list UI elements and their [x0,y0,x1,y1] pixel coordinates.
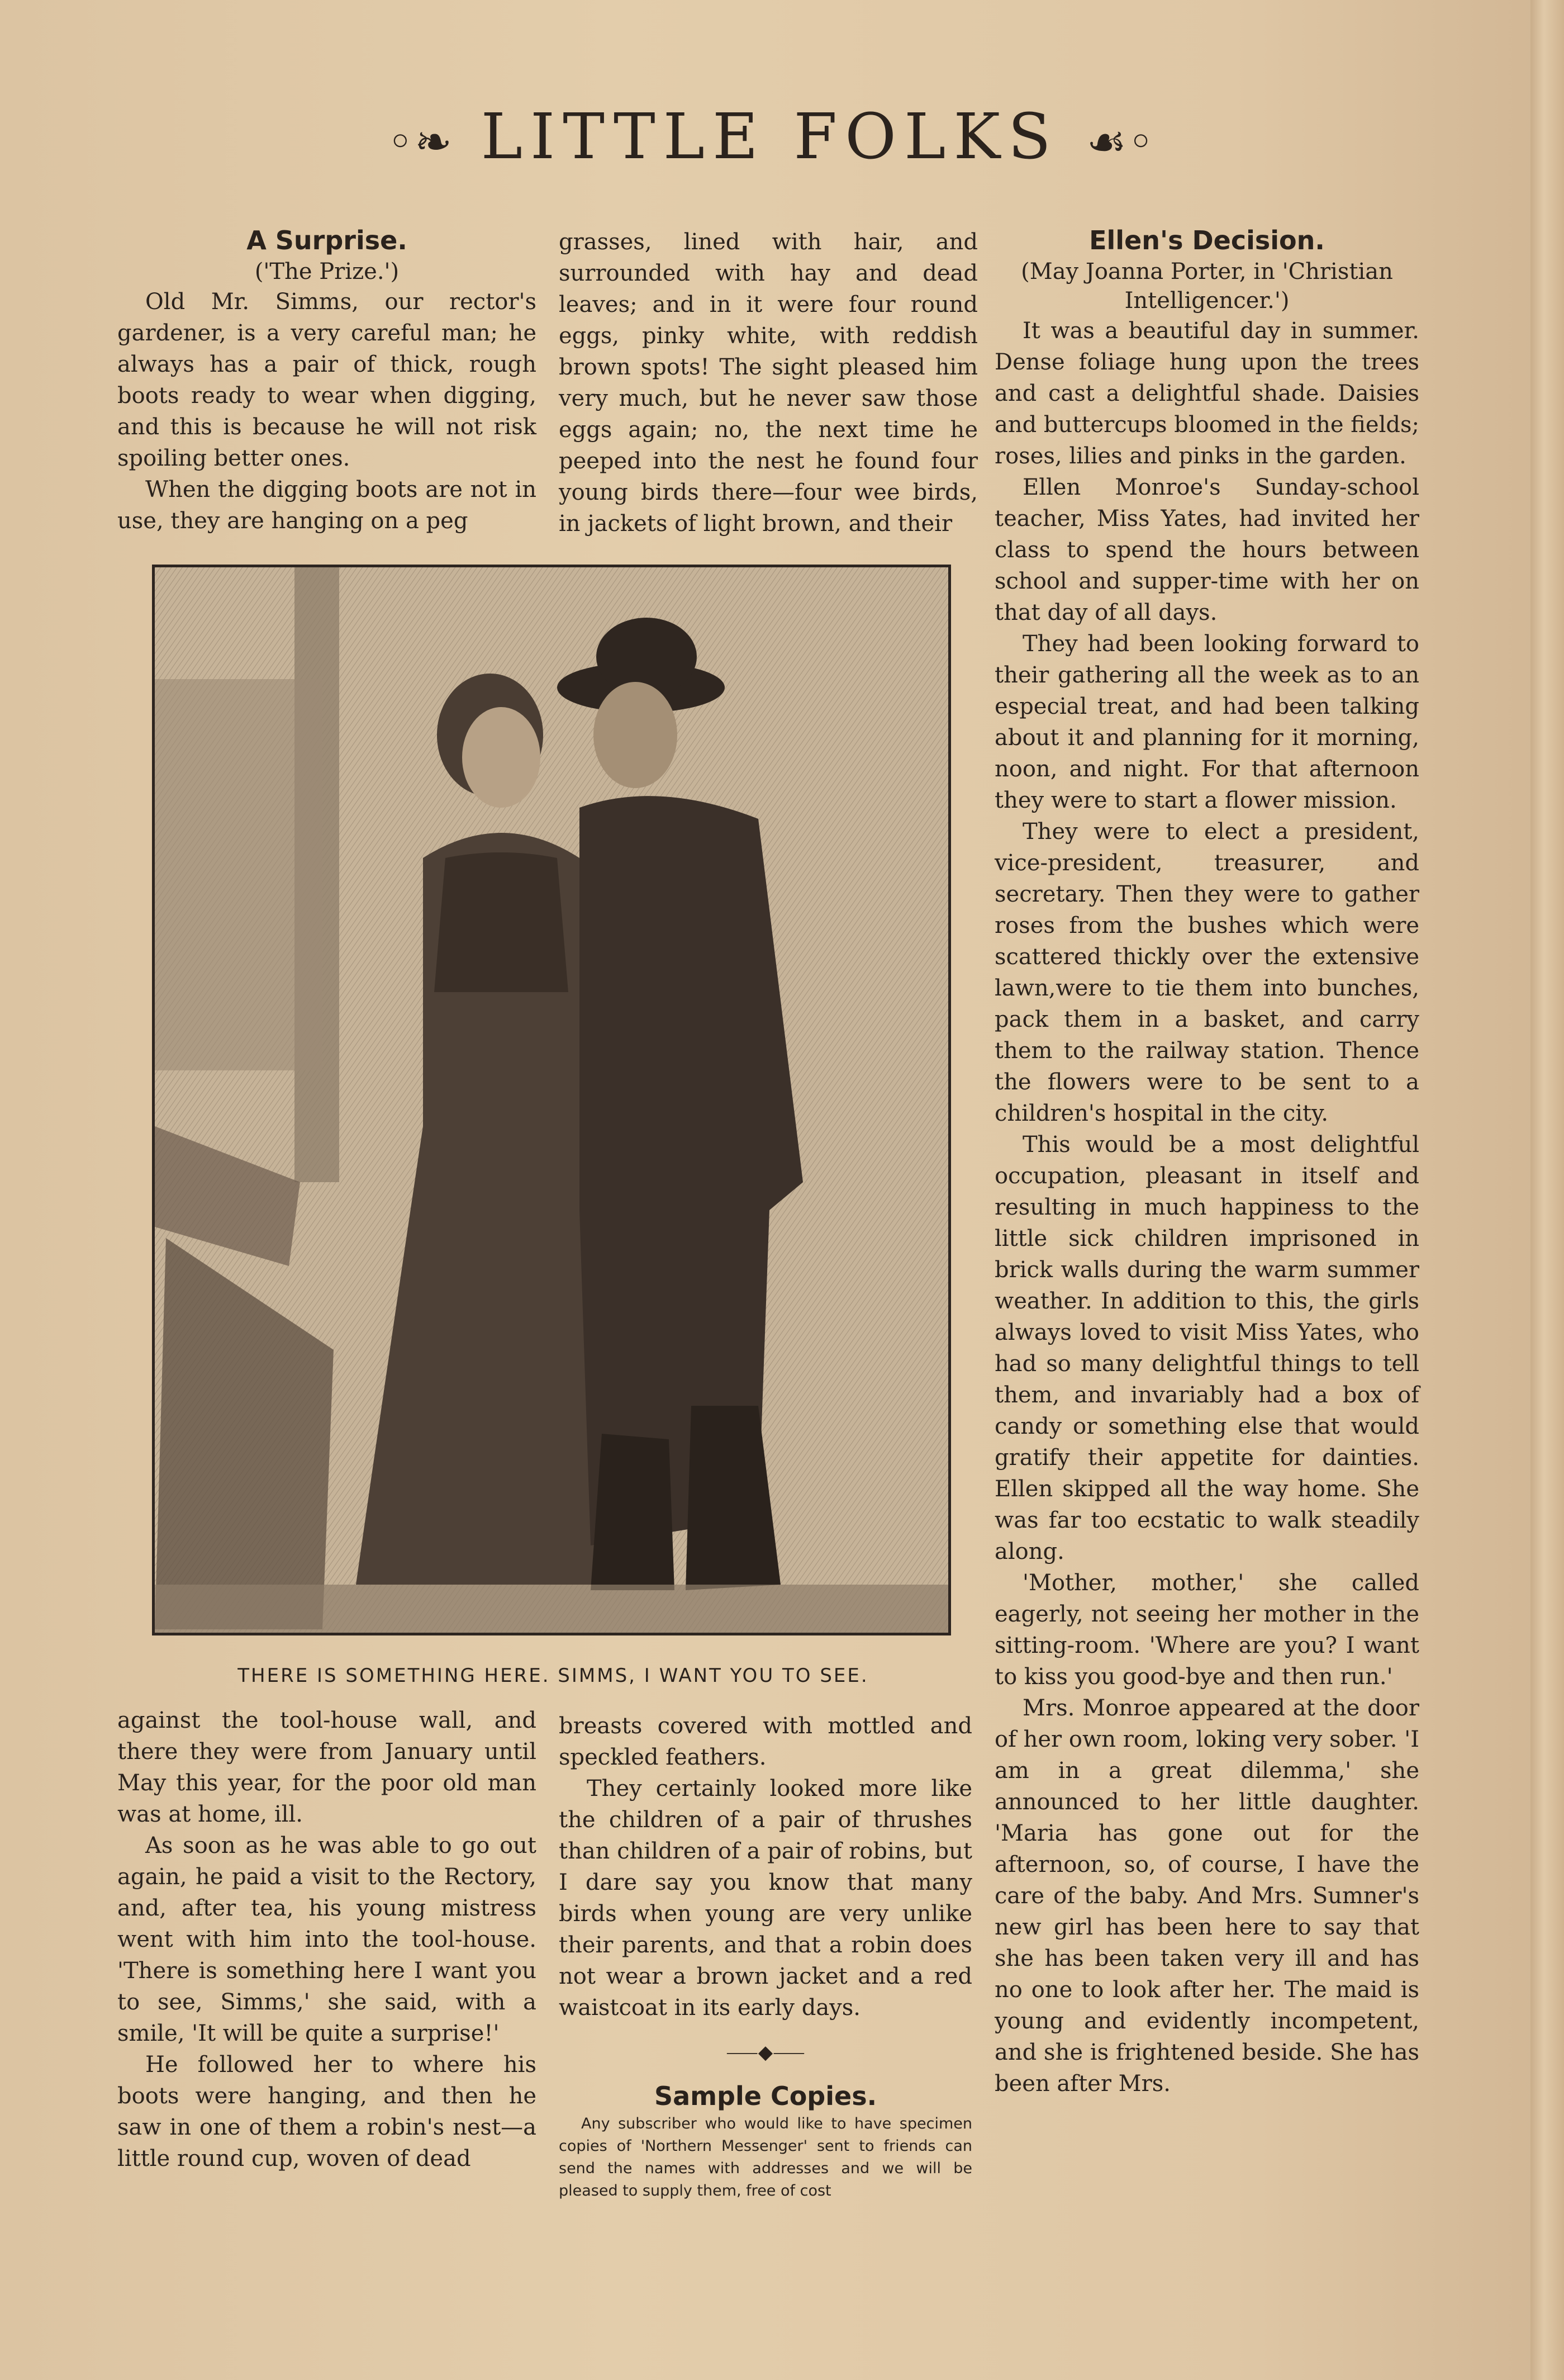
engraving-illustration [152,565,951,1635]
masthead [0,101,1542,173]
ellen-paragraph-2: Ellen Monroe's Sunday-school teacher, Miss Yates, had invited her class to spend the hours between school and supper-time with her on that day of all days. [995,475,1419,625]
surprise-column-top [117,224,536,537]
surprise-paragraph-1: Old Mr. Simms, our rector's gardener, is a very careful man; he always has a pair of thick, rough boots ready to wear when digging, and this is because he will not risk spoiling better ones. [117,289,536,471]
sample-copies-notice [559,2113,972,2202]
sample-copies-title: Sample Copies. [654,2081,877,2111]
ellen-paragraph-3: They had been looking forward to their gathering all the week as to an especial treat, and had been talking about it and planning for it morning, noon, and night. For that afternoon they were to start a flower mission. [995,631,1419,813]
surprise-paragraph-3: against the tool-house wall, and there they were from January until May this year, for the poor old man was at home, ill. [117,1708,536,1827]
ellen-paragraph-4: They were to elect a president, vice-president, treasurer, and secretary. Then they were to gather roses from the bushes which were scattered thickly over the extensive lawn,were to tie them into bunches, pack them in a basket, and carry them to the railway station. Thence the flowers were to be sent to a children's hospital in the city. [995,819,1419,1126]
surprise-paragraph-8: They certainly looked more like the children of a pair of thrushes than children of a pair of robins, but I dare say you know that many birds when young are very unlike their parents, and that a robin does not wear a brown jacket and a red waistcoat in its early days. [559,1776,972,2021]
surprise-paragraph-7: breasts covered with mottled and speckled feathers. [559,1713,972,1770]
surprise-column-bottom [117,1705,536,2174]
surprise-column-end [559,1710,972,2202]
ellen-column [995,224,1419,2099]
sample-copies-text: Any subscriber who would like to have specimen copies of 'Northern Messenger' sent to friends can send the names with addresses and we will be pleased to supply them, free of cost [559,2115,972,2199]
surprise-title: A Surprise. [246,225,407,255]
engraving-scene-icon [155,567,948,1633]
ellen-paragraph-7: Mrs. Monroe appeared at the door of her own room, loking very sober. 'I am in a great dilemma,' she announced to her little daughter. 'Maria has gone out for the afternoon, so, of course, I have the care of the baby. And Mrs. Sumner's new girl has been here to say that she has been taken very ill and has no one to look after her. The maid is young and evidently incompetent, and she is frightened beside. She has been after Mrs. [995,1695,1419,2097]
ellen-paragraph-1: It was a beautiful day in summer. Dense foliage hung upon the trees and cast a delightful shade. Daisies and buttercups bloomed in the fields; roses, lilies and pinks in the garden. [995,318,1419,469]
page-fold-edge [1530,0,1564,2380]
surprise-paragraph-5: He followed her to where his boots were hanging, and then he saw in one of them a robin's nest—a little round cup, woven of dead [117,2052,536,2172]
left-ornament-icon: ◦❧ [387,116,453,168]
right-ornament-icon: ☙◦ [1086,116,1156,168]
surprise-paragraph-6: grasses, lined with hair, and surrounded with hay and dead leaves; and in it were four round eggs, pinky white, with reddish brown spots! The sight pleased him very much, but he never saw those eggs again; no, the next time he peeped into the nest he found four young birds there—four wee birds, in jackets of light brown, and their [559,229,978,537]
ellen-paragraph-6: 'Mother, mother,' she called eagerly, not seeing her mother in the sitting-room. 'Where are you? I want to kiss you good-bye and then run.' [995,1570,1419,1690]
surprise-paragraph-4: As soon as he was able to go out again, he paid a visit to the Rectory, and, after tea, his young mistress went with him into the tool-house. 'There is something here I want you to see, Simms,' she said, with a smile, 'It will be quite a surprise!' [117,1833,536,2046]
ellen-title: Ellen's Decision. [1089,225,1325,255]
masthead-title: LITTLE FOLKS [481,101,1059,173]
surprise-paragraph-2: When the digging boots are not in use, they are hanging on a peg [117,477,536,534]
surprise-source: ('The Prize.') [254,259,400,285]
section-divider-icon: ⸺◆⸺ [726,2041,805,2064]
ellen-byline: (May Joanna Porter, in 'Christian Intelligencer.') [1021,259,1393,314]
ellen-paragraph-5: This would be a most delightful occupation, pleasant in itself and resulting in much happiness to the little sick children imprisoned in brick walls during the warm summer weather. In addition to this, the girls always loved to visit Miss Yates, who had so many delightful things to tell them, and invariably had a box of candy or something else that would gratify their appetite for dainties. Ellen skipped all the way home. She was far too ecstatic to walk steadily along. [995,1132,1419,1564]
illustration-caption: THERE IS SOMETHING HERE. SIMMS, I WANT YOU TO SEE. [237,1665,869,1687]
surprise-column-continued [559,226,978,539]
